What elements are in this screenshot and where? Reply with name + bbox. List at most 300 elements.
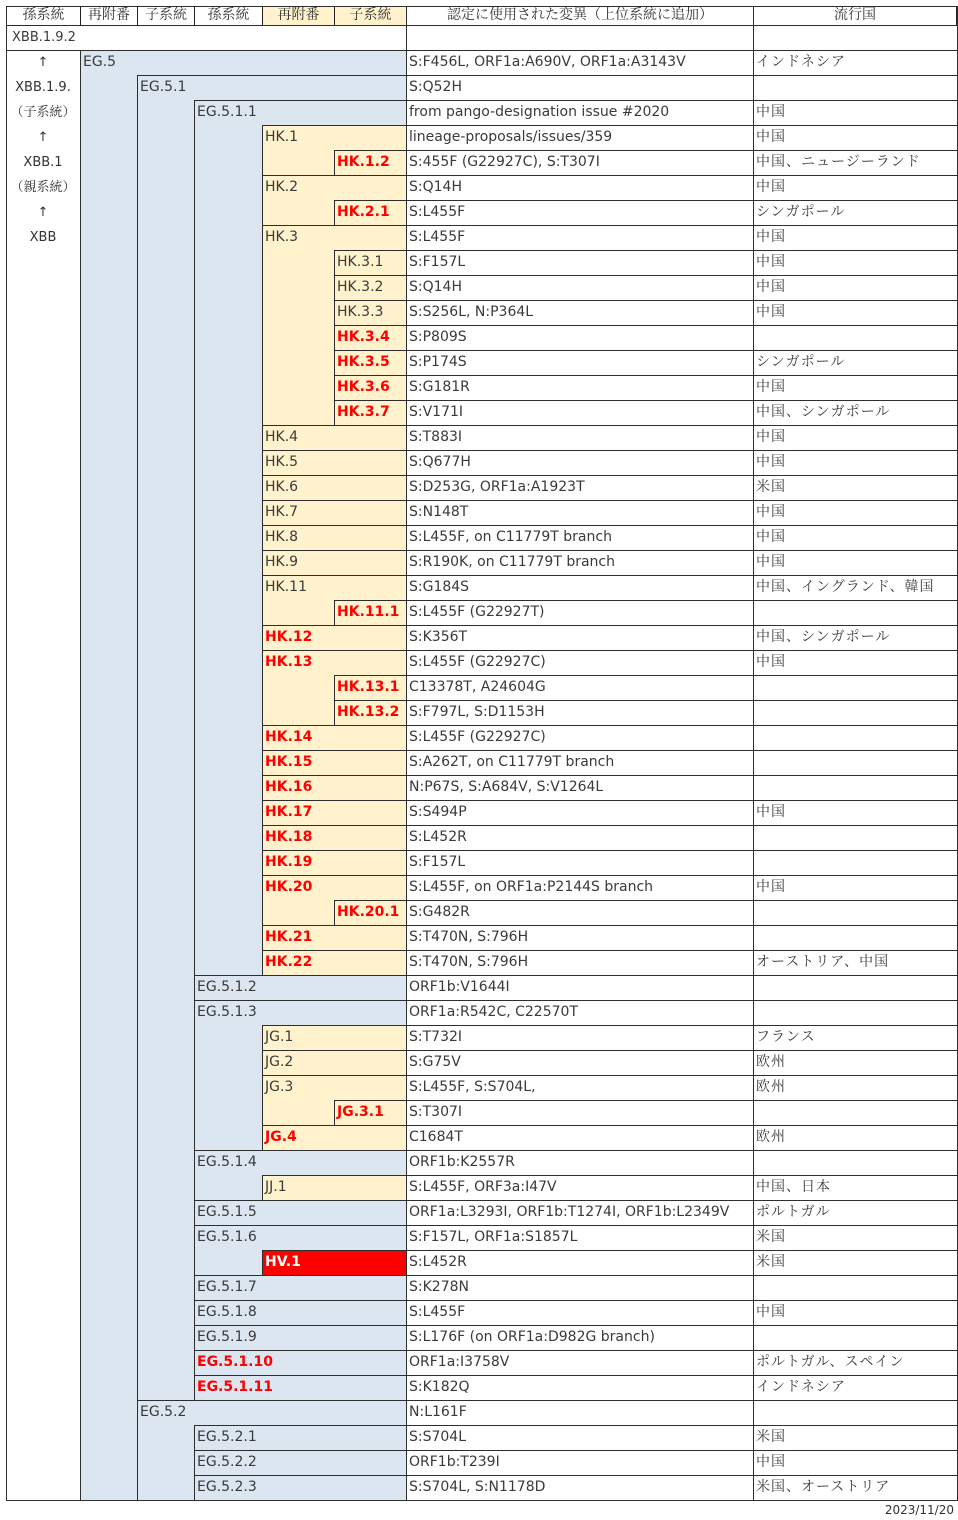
indent-spine	[137, 750, 194, 775]
grid-vline	[194, 775, 195, 800]
lineage-name: HK.11	[262, 575, 406, 600]
grid-vline	[406, 6, 407, 1500]
indent-spine	[137, 1250, 194, 1275]
lineage-name: EG.5.2.3	[194, 1475, 406, 1500]
header-col-6: 子系統	[334, 6, 406, 25]
indent-spine	[194, 850, 262, 875]
grid-vline	[80, 50, 81, 1500]
mutation-cell: ORF1b:K2557R	[409, 1154, 515, 1170]
grid-vline	[194, 450, 195, 475]
grid-vline	[262, 1175, 263, 1200]
lineage-name: HK.11.1	[334, 600, 406, 625]
grid-vline	[137, 900, 138, 925]
grid-hline	[194, 1450, 958, 1451]
lineage-name: HK.13	[262, 650, 406, 675]
grid-vline	[194, 250, 195, 275]
indent-spine	[137, 275, 194, 300]
mutation-cell: S:N148T	[409, 504, 469, 520]
indent-spine	[80, 1075, 137, 1100]
indent-spine	[137, 700, 194, 725]
grid-vline	[262, 525, 263, 550]
lineage-name: HK.12	[262, 625, 406, 650]
lineage-name: HK.19	[262, 850, 406, 875]
grid-vline	[262, 575, 263, 600]
mutation-cell: S:G75V	[409, 1054, 461, 1070]
lineage-name: JG.3.1	[334, 1100, 406, 1125]
indent-spine	[80, 575, 137, 600]
indent-spine	[80, 125, 137, 150]
ancestor-label: ↑	[37, 205, 49, 220]
grid-vline	[334, 600, 335, 625]
grid-hline	[334, 900, 958, 901]
indent-spine	[80, 675, 137, 700]
grid-vline	[262, 1125, 263, 1150]
grid-vline	[262, 1100, 263, 1125]
grid-hline	[6, 50, 958, 51]
indent-spine	[80, 600, 137, 625]
indent-spine	[137, 1000, 194, 1025]
grid-vline	[137, 1025, 138, 1050]
grid-vline	[262, 1025, 263, 1050]
indent-spine	[80, 1125, 137, 1150]
lineage-name: HK.3.4	[334, 325, 406, 350]
grid-vline	[262, 850, 263, 875]
indent-spine	[262, 300, 334, 325]
grid-vline	[194, 925, 195, 950]
lineage-name: EG.5.1.11	[194, 1375, 406, 1400]
indent-spine	[80, 400, 137, 425]
grid-vline	[262, 300, 263, 325]
lineage-name: HK.13.2	[334, 700, 406, 725]
grid-vline	[194, 875, 195, 900]
mutation-cell: S:L455F, ORF3a:I47V	[409, 1179, 557, 1195]
lineage-name: JG.3	[262, 1075, 406, 1100]
indent-spine	[137, 850, 194, 875]
grid-vline	[262, 650, 263, 675]
lineage-name: HK.17	[262, 800, 406, 825]
indent-spine	[262, 350, 334, 375]
grid-vline	[137, 1100, 138, 1125]
grid-hline	[334, 300, 958, 301]
indent-spine	[137, 1025, 194, 1050]
lineage-name: EG.5.1.9	[194, 1325, 406, 1350]
lineage-name: HK.3.2	[334, 275, 406, 300]
indent-spine	[137, 950, 194, 975]
indent-spine	[137, 1075, 194, 1100]
indent-spine	[262, 675, 334, 700]
grid-vline	[262, 175, 263, 200]
grid-vline	[137, 1375, 138, 1400]
indent-spine	[262, 700, 334, 725]
country-cell: 中国	[756, 254, 786, 270]
indent-spine	[262, 325, 334, 350]
indent-spine	[194, 1050, 262, 1075]
grid-vline	[137, 100, 138, 125]
indent-spine	[80, 1250, 137, 1275]
indent-spine	[137, 1300, 194, 1325]
mutation-cell: S:455F (G22927C), S:T307I	[409, 154, 600, 170]
lineage-name: EG.5.1.4	[194, 1150, 406, 1175]
grid-vline	[137, 1000, 138, 1025]
indent-spine	[80, 825, 137, 850]
grid-vline	[137, 725, 138, 750]
grid-vline	[262, 1075, 263, 1100]
lineage-name: HK.9	[262, 550, 406, 575]
indent-spine	[194, 875, 262, 900]
indent-spine	[262, 200, 334, 225]
indent-spine	[80, 75, 137, 100]
grid-vline	[137, 825, 138, 850]
mutation-cell: S:P809S	[409, 329, 467, 345]
grid-vline	[194, 1125, 195, 1150]
mutation-cell: from pango-designation issue #2020	[409, 104, 670, 120]
grid-vline	[137, 1350, 138, 1375]
indent-spine	[137, 675, 194, 700]
ancestor-label: ↑	[37, 130, 49, 145]
indent-spine	[194, 700, 262, 725]
indent-spine	[137, 1475, 194, 1500]
grid-vline	[262, 375, 263, 400]
indent-spine	[80, 700, 137, 725]
grid-vline	[334, 250, 335, 275]
grid-vline	[194, 150, 195, 175]
grid-vline	[194, 550, 195, 575]
grid-hline	[262, 225, 958, 226]
country-cell: 中国	[756, 304, 786, 320]
grid-vline	[194, 600, 195, 625]
grid-vline	[137, 1425, 138, 1450]
mutation-cell: ORF1b:V1644I	[409, 979, 510, 995]
grid-hline	[334, 250, 958, 251]
mutation-cell: S:L176F (on ORF1a:D982G branch)	[409, 1329, 655, 1345]
country-cell	[753, 1150, 957, 1175]
indent-spine	[80, 1350, 137, 1375]
grid-vline	[194, 1375, 195, 1400]
grid-vline	[137, 300, 138, 325]
indent-spine	[80, 300, 137, 325]
mutation-cell: S:T470N, S:796H	[409, 929, 529, 945]
country-cell: 米国	[756, 479, 786, 495]
grid-hline	[262, 650, 958, 651]
mutation-cell: S:F157L	[409, 854, 466, 870]
indent-spine	[137, 1100, 194, 1125]
indent-spine	[137, 250, 194, 275]
indent-spine	[80, 1175, 137, 1200]
indent-spine	[137, 500, 194, 525]
grid-vline	[194, 1000, 195, 1025]
grid-hline	[262, 425, 958, 426]
indent-spine	[137, 1450, 194, 1475]
country-cell: 中国	[756, 379, 786, 395]
mutation-cell: S:T732I	[409, 1029, 463, 1045]
grid-hline	[262, 825, 958, 826]
grid-vline	[137, 650, 138, 675]
grid-vline	[194, 325, 195, 350]
grid-vline	[194, 1475, 195, 1500]
grid-vline	[194, 575, 195, 600]
indent-spine	[194, 775, 262, 800]
grid-vline	[194, 850, 195, 875]
indent-spine	[80, 1375, 137, 1400]
indent-spine	[80, 375, 137, 400]
mutation-cell: S:T470N, S:796H	[409, 954, 529, 970]
indent-spine	[137, 450, 194, 475]
grid-vline	[194, 625, 195, 650]
indent-spine	[137, 400, 194, 425]
grid-vline	[262, 925, 263, 950]
ancestor-label: ↑	[37, 55, 49, 70]
indent-spine	[137, 550, 194, 575]
grid-vline	[262, 350, 263, 375]
indent-spine	[137, 350, 194, 375]
indent-spine	[194, 475, 262, 500]
grid-vline	[137, 150, 138, 175]
grid-vline	[262, 225, 263, 250]
grid-vline	[194, 1200, 195, 1225]
grid-vline	[194, 1150, 195, 1175]
grid-vline	[194, 1425, 195, 1450]
indent-spine	[194, 500, 262, 525]
indent-spine	[137, 1375, 194, 1400]
country-cell	[753, 975, 957, 1000]
grid-vline	[194, 950, 195, 975]
header-col-4: 孫系統	[194, 6, 262, 25]
lineage-name: EG.5.1.2	[194, 975, 406, 1000]
grid-vline	[262, 200, 263, 225]
grid-hline	[194, 975, 958, 976]
mutation-cell: S:Q14H	[409, 179, 462, 195]
lineage-name: HK.1.2	[334, 150, 406, 175]
indent-spine	[80, 725, 137, 750]
indent-spine	[262, 375, 334, 400]
mutation-cell: S:L455F	[409, 229, 466, 245]
indent-spine	[194, 450, 262, 475]
grid-hline	[262, 1175, 958, 1176]
country-cell: 中国	[756, 229, 786, 245]
grid-vline	[262, 400, 263, 425]
grid-hline	[194, 1275, 958, 1276]
mutation-cell: S:L452R	[409, 829, 467, 845]
grid-hline	[262, 500, 958, 501]
grid-vline	[137, 750, 138, 775]
grid-vline	[262, 750, 263, 775]
grid-vline	[137, 950, 138, 975]
indent-spine	[194, 600, 262, 625]
grid-hline	[262, 1025, 958, 1026]
lineage-name: HK.13.1	[334, 675, 406, 700]
grid-hline	[334, 600, 958, 601]
country-cell: 中国	[756, 529, 786, 545]
grid-vline	[137, 800, 138, 825]
grid-vline	[137, 675, 138, 700]
indent-spine	[80, 1475, 137, 1500]
grid-vline	[137, 1075, 138, 1100]
indent-spine	[137, 1425, 194, 1450]
grid-hline	[262, 925, 958, 926]
lineage-name: JG.4	[262, 1125, 406, 1150]
grid-vline	[137, 575, 138, 600]
grid-vline	[137, 1175, 138, 1200]
grid-vline	[137, 1300, 138, 1325]
indent-spine	[194, 125, 262, 150]
indent-spine	[80, 350, 137, 375]
country-cell: 中国	[756, 804, 786, 820]
mutation-cell: S:T307I	[409, 1104, 463, 1120]
indent-spine	[80, 500, 137, 525]
grid-vline	[137, 1050, 138, 1075]
indent-spine	[137, 425, 194, 450]
lineage-name: HK.2	[262, 175, 406, 200]
grid-vline	[194, 1100, 195, 1125]
indent-spine	[194, 625, 262, 650]
indent-spine	[137, 650, 194, 675]
country-cell: 中国、イングランド、韓国	[756, 579, 935, 595]
country-cell: オーストリア、中国	[756, 954, 890, 970]
indent-spine	[137, 1175, 194, 1200]
lineage-name: HV.1	[262, 1250, 406, 1275]
indent-spine	[194, 350, 262, 375]
grid-hline	[262, 1250, 958, 1251]
indent-spine	[80, 200, 137, 225]
grid-vline	[137, 625, 138, 650]
mutation-cell: ORF1a:L3293I, ORF1b:T1274I, ORF1b:L2349V	[409, 1204, 730, 1220]
indent-spine	[80, 800, 137, 825]
grid-vline	[262, 425, 263, 450]
grid-vline	[194, 400, 195, 425]
country-cell	[753, 675, 957, 700]
grid-vline	[194, 1350, 195, 1375]
mutation-cell: S:G181R	[409, 379, 470, 395]
grid-vline	[334, 400, 335, 425]
grid-vline	[262, 500, 263, 525]
country-cell	[753, 1325, 957, 1350]
lineage-name: EG.5.2.1	[194, 1425, 406, 1450]
lineage-name: EG.5.1.3	[194, 1000, 406, 1025]
mutation-cell: S:K356T	[409, 629, 468, 645]
country-cell: シンガポール	[756, 204, 846, 220]
mutation-cell: ORF1a:R542C, C22570T	[409, 1004, 578, 1020]
indent-spine	[137, 900, 194, 925]
indent-spine	[262, 600, 334, 625]
country-cell: 中国	[756, 129, 786, 145]
indent-spine	[194, 375, 262, 400]
country-cell	[753, 75, 957, 100]
grid-vline	[137, 1225, 138, 1250]
indent-spine	[262, 1100, 334, 1125]
grid-vline	[194, 500, 195, 525]
grid-vline	[194, 475, 195, 500]
grid-vline	[262, 150, 263, 175]
country-cell: シンガポール	[756, 354, 846, 370]
indent-spine	[80, 550, 137, 575]
grid-vline	[137, 325, 138, 350]
grid-hline	[262, 575, 958, 576]
mutation-cell: S:S704L	[409, 1429, 467, 1445]
header-col-1: 孫系統	[6, 6, 80, 25]
grid-vline	[6, 6, 7, 1500]
mutation-cell: S:L455F (G22927C)	[409, 654, 546, 670]
grid-vline	[194, 1025, 195, 1050]
lineage-name: HK.3.5	[334, 350, 406, 375]
grid-vline	[137, 700, 138, 725]
indent-spine	[194, 825, 262, 850]
mutation-cell: S:F456L, ORF1a:A690V, ORF1a:A3143V	[409, 54, 686, 70]
indent-spine	[80, 425, 137, 450]
grid-hline	[194, 1375, 958, 1376]
mutation-cell: S:R190K, on C11779T branch	[409, 554, 616, 570]
mutation-cell: S:L455F (G22927C)	[409, 729, 546, 745]
grid-vline	[334, 200, 335, 225]
indent-spine	[80, 950, 137, 975]
indent-spine	[137, 525, 194, 550]
indent-spine	[80, 175, 137, 200]
grid-vline	[137, 425, 138, 450]
country-cell: 米国、オーストリア	[756, 1479, 891, 1495]
grid-hline	[334, 1100, 958, 1101]
indent-spine	[194, 575, 262, 600]
country-cell	[753, 1275, 957, 1300]
mutation-cell: S:G482R	[409, 904, 470, 920]
mutation-cell: S:F157L	[409, 254, 466, 270]
lineage-name: HK.3.3	[334, 300, 406, 325]
mutation-cell: S:F157L, ORF1a:S1857L	[409, 1229, 578, 1245]
indent-spine	[262, 275, 334, 300]
mutation-cell: S:T883I	[409, 429, 463, 445]
grid-hline	[262, 175, 958, 176]
mutation-cell: S:L455F (G22927T)	[409, 604, 545, 620]
grid-hline	[194, 1150, 958, 1151]
grid-vline	[137, 200, 138, 225]
indent-spine	[80, 850, 137, 875]
date-stamp: 2023/11/20	[884, 1503, 954, 1517]
grid-vline	[194, 1225, 195, 1250]
lineage-name: JJ.1	[262, 1175, 406, 1200]
indent-spine	[194, 950, 262, 975]
grid-vline	[137, 1450, 138, 1475]
grid-vline	[194, 100, 195, 125]
indent-spine	[137, 475, 194, 500]
indent-spine	[80, 150, 137, 175]
lineage-name: HK.3.6	[334, 375, 406, 400]
grid-vline	[137, 875, 138, 900]
grid-vline	[262, 1050, 263, 1075]
indent-spine	[137, 925, 194, 950]
grid-vline	[137, 475, 138, 500]
mutation-cell: S:S704L, S:N1178D	[409, 1479, 546, 1495]
indent-spine	[137, 600, 194, 625]
indent-spine	[194, 150, 262, 175]
indent-spine	[80, 1300, 137, 1325]
grid-vline	[194, 800, 195, 825]
grid-hline	[334, 350, 958, 351]
lineage-name: HK.2.1	[334, 200, 406, 225]
indent-spine	[194, 1025, 262, 1050]
lineage-name: HK.14	[262, 725, 406, 750]
indent-spine	[80, 275, 137, 300]
mutation-cell: S:Q52H	[409, 79, 462, 95]
indent-spine	[80, 1150, 137, 1175]
indent-spine	[262, 150, 334, 175]
indent-spine	[194, 925, 262, 950]
mutation-cell: S:K182Q	[409, 1379, 470, 1395]
indent-spine	[194, 175, 262, 200]
country-cell	[753, 1400, 957, 1425]
lineage-name: HK.5	[262, 450, 406, 475]
indent-spine	[137, 225, 194, 250]
grid-vline	[194, 750, 195, 775]
ancestor-label: XBB	[29, 230, 57, 245]
indent-spine	[80, 900, 137, 925]
